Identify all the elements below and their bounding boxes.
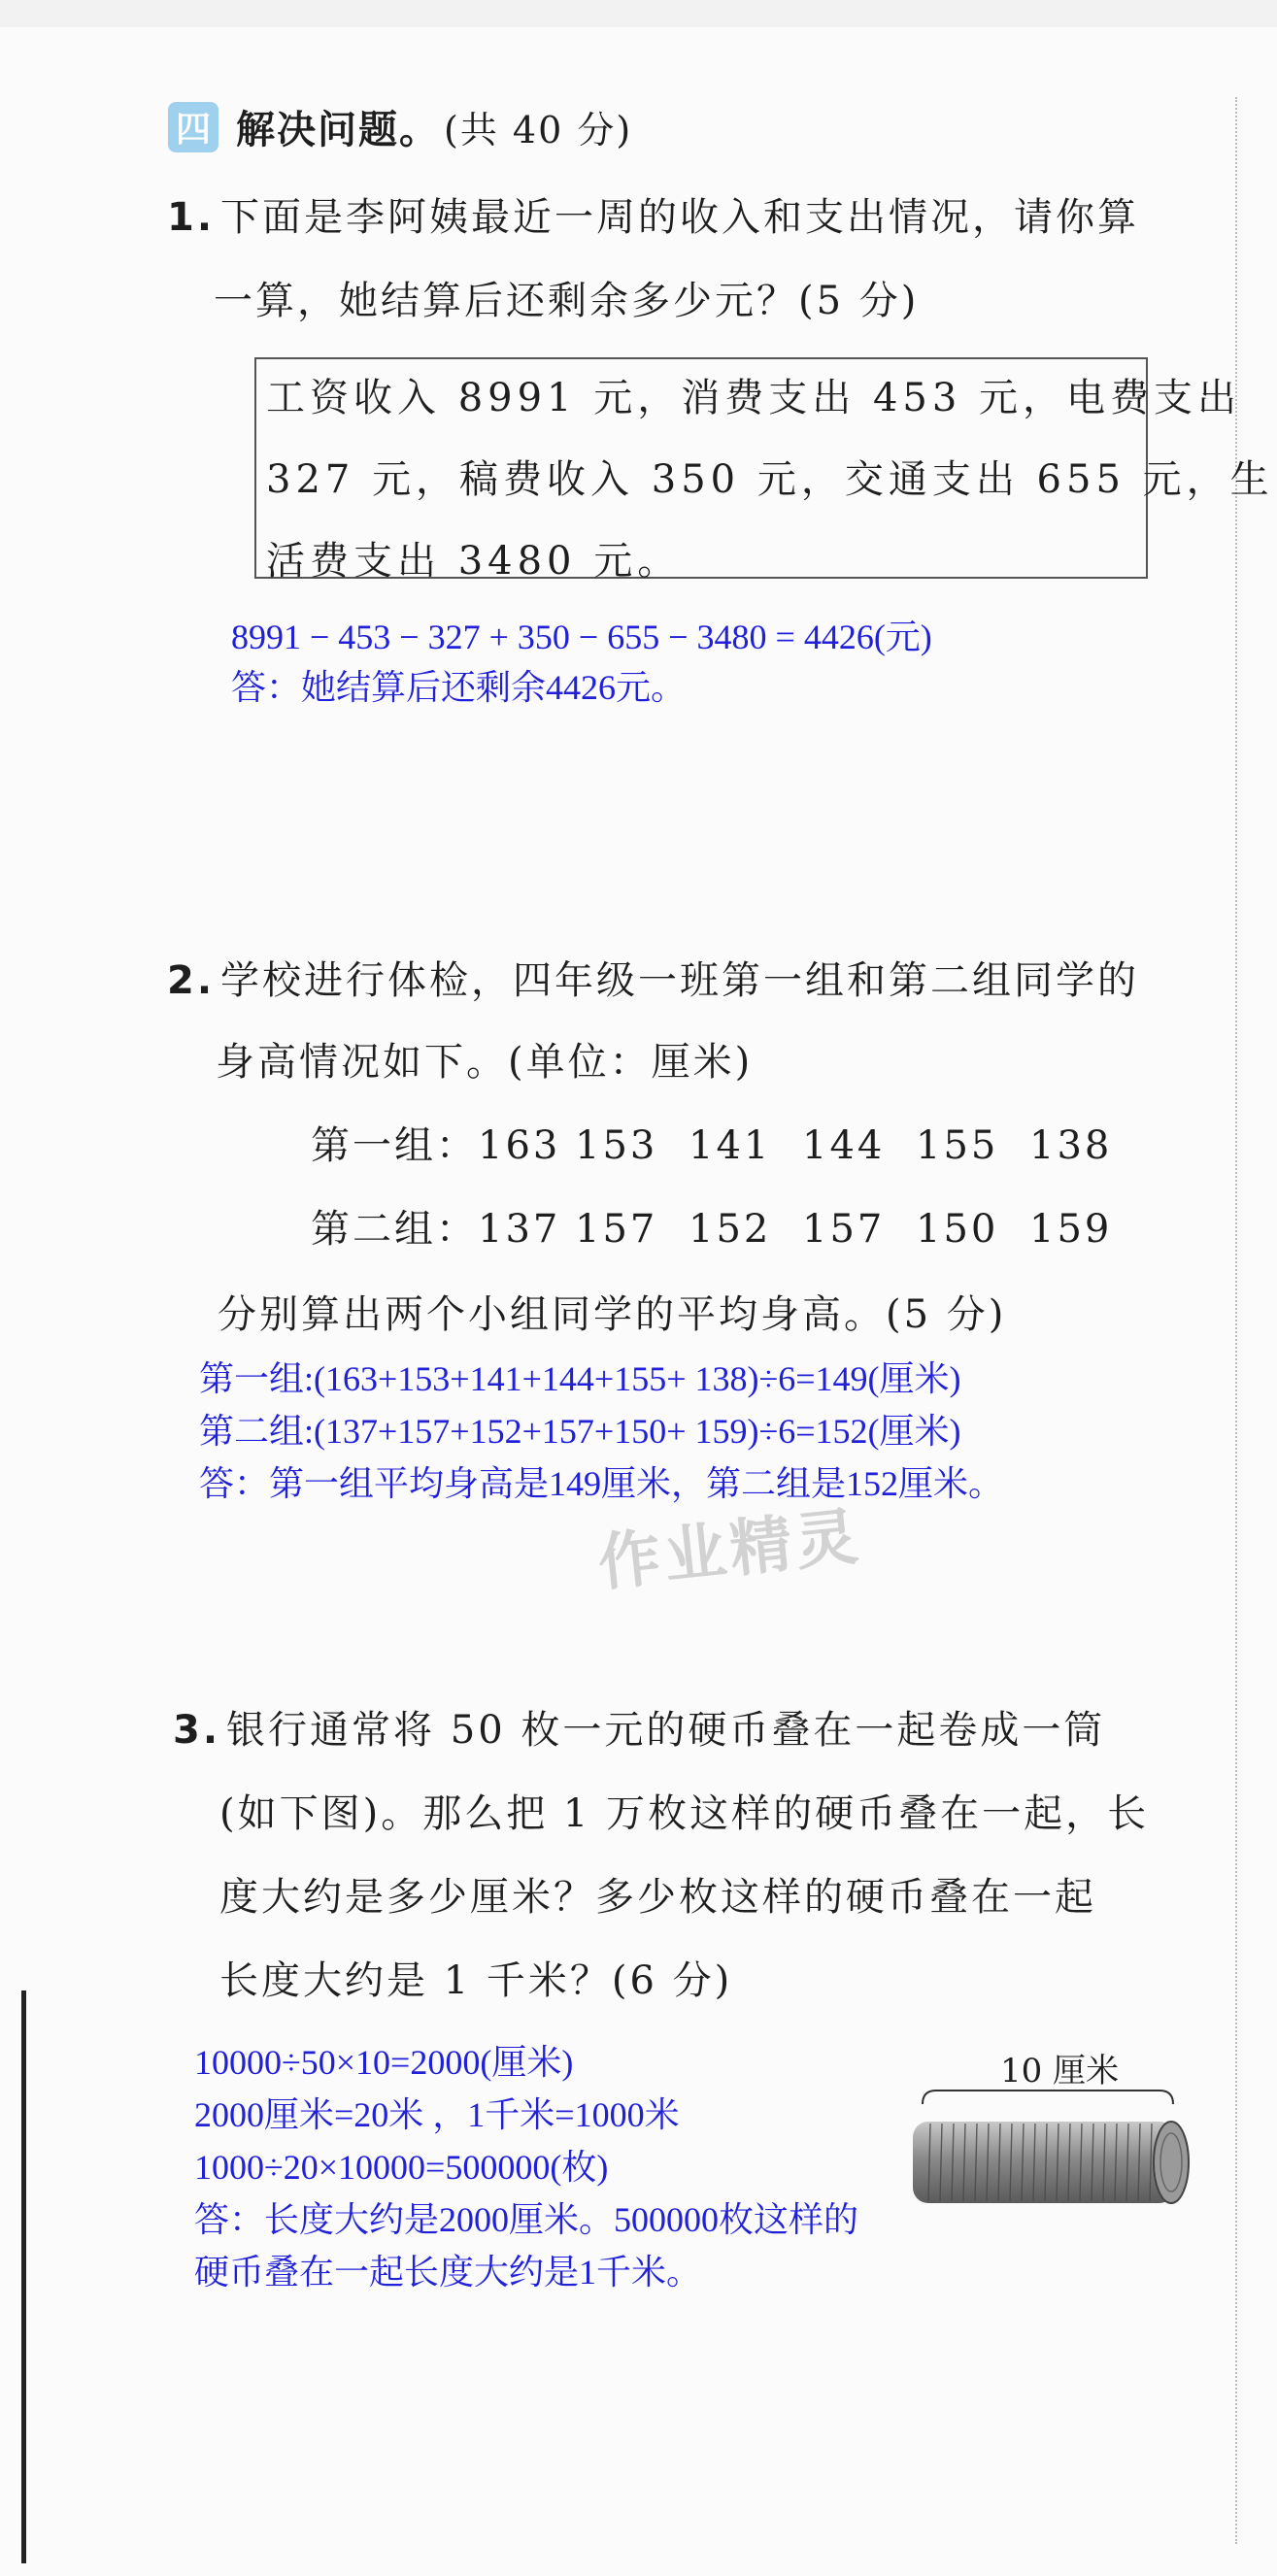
section-badge: 四 [168, 102, 218, 152]
height-value: 163 [478, 1123, 561, 1168]
q2-answer-group1: 第一组:(163+153+141+144+155+ 138)÷6=149(厘米) [199, 1359, 961, 1398]
height-value: 157 [802, 1207, 886, 1252]
height-value: 150 [916, 1207, 999, 1252]
q3-line2: (如下图)。那么把 1 万枚这样的硬币叠在一起，长 [219, 1791, 1150, 1836]
q1-box-line: 327 元，稿费收入 350 元，交通支出 655 元，生 [266, 457, 1274, 502]
q1-number: 1. [167, 195, 216, 240]
q3-answer-line: 10000÷50×10=2000(厘米) [194, 2043, 574, 2082]
height-value: 157 [575, 1207, 658, 1252]
q1-box-line: 工资收入 8991 元，消费支出 453 元，电费支出 [266, 376, 1242, 420]
coin-roll-illustration [903, 2044, 1204, 2248]
q1-answer-equation: 8991 − 453 − 327 + 350 − 655 − 3480 = 4426(元) [231, 618, 932, 656]
q2-group1-label: 第一组： [311, 1123, 478, 1168]
q2-number: 2. [167, 958, 216, 1003]
q3-answer-line: 硬币叠在一起长度大约是1千米。 [194, 2253, 702, 2292]
height-value: 141 [689, 1123, 772, 1168]
height-value: 153 [575, 1123, 658, 1168]
watermark: 作业精灵 [594, 1500, 865, 1600]
q2-line2: 身高情况如下。(单位：厘米) [216, 1040, 754, 1085]
figure-length-label: 10 厘米 [1000, 2052, 1120, 2091]
q1-line1 [167, 186, 1139, 242]
height-value: 138 [1029, 1123, 1113, 1168]
q3-line1 [173, 1699, 1105, 1755]
q3-text-line1: 银行通常将 50 枚一元的硬币叠在一起卷成一筒 [226, 1708, 1106, 1753]
q3-line3: 度大约是多少厘米？多少枚这样的硬币叠在一起 [219, 1875, 1096, 1920]
q2-answer-group2: 第二组:(137+157+152+157+150+ 159)÷6=152(厘米) [199, 1412, 961, 1451]
q2-text-line1: 学校进行体检，四年级一班第一组和第二组同学的 [220, 958, 1140, 1003]
section-header [168, 99, 632, 154]
q3-number: 3. [173, 1708, 221, 1753]
coin-roll-figure [903, 2044, 1204, 2248]
q2-group1-row [311, 1115, 1112, 1170]
q2-answer-statement: 答：第一组平均身高是149厘米，第二组是152厘米。 [199, 1464, 1004, 1503]
q1-info-box [254, 357, 1274, 584]
q2-group2-row [311, 1198, 1112, 1254]
q3-line4: 长度大约是 1 千米？(6 分) [219, 1958, 733, 2003]
page-top-edge [0, 0, 1277, 27]
height-value: 155 [916, 1123, 999, 1168]
q1-line2: 一算，她结算后还剩余多少元？(5 分) [214, 279, 920, 323]
q2-line3: 分别算出两个小组同学的平均身高。(5 分) [218, 1292, 1007, 1337]
q1-text-line1: 下面是李阿姨最近一周的收入和支出情况，请你算 [220, 195, 1140, 240]
q2-line1 [167, 950, 1139, 1005]
q3-answer-line: 2000厘米=20米 ，1千米=1000米 [194, 2095, 680, 2134]
height-value: 159 [1029, 1207, 1113, 1252]
page-left-edge [21, 1991, 26, 2563]
q3-answer-line: 1000÷20×10000=500000(枚) [194, 2148, 609, 2187]
q2-group2-label: 第二组： [311, 1207, 478, 1252]
height-value: 137 [478, 1207, 561, 1252]
height-value: 152 [689, 1207, 772, 1252]
q1-box-line: 活费支出 3480 元。 [266, 539, 682, 584]
section-score: (共 40 分) [444, 109, 633, 151]
q3-answer-line: 答：长度大约是2000厘米。500000枚这样的 [194, 2200, 859, 2239]
section-title: 解决问题。 [236, 108, 440, 152]
q1-answer-statement: 答：她结算后还剩余4426元。 [231, 668, 687, 707]
height-value: 144 [802, 1123, 886, 1168]
